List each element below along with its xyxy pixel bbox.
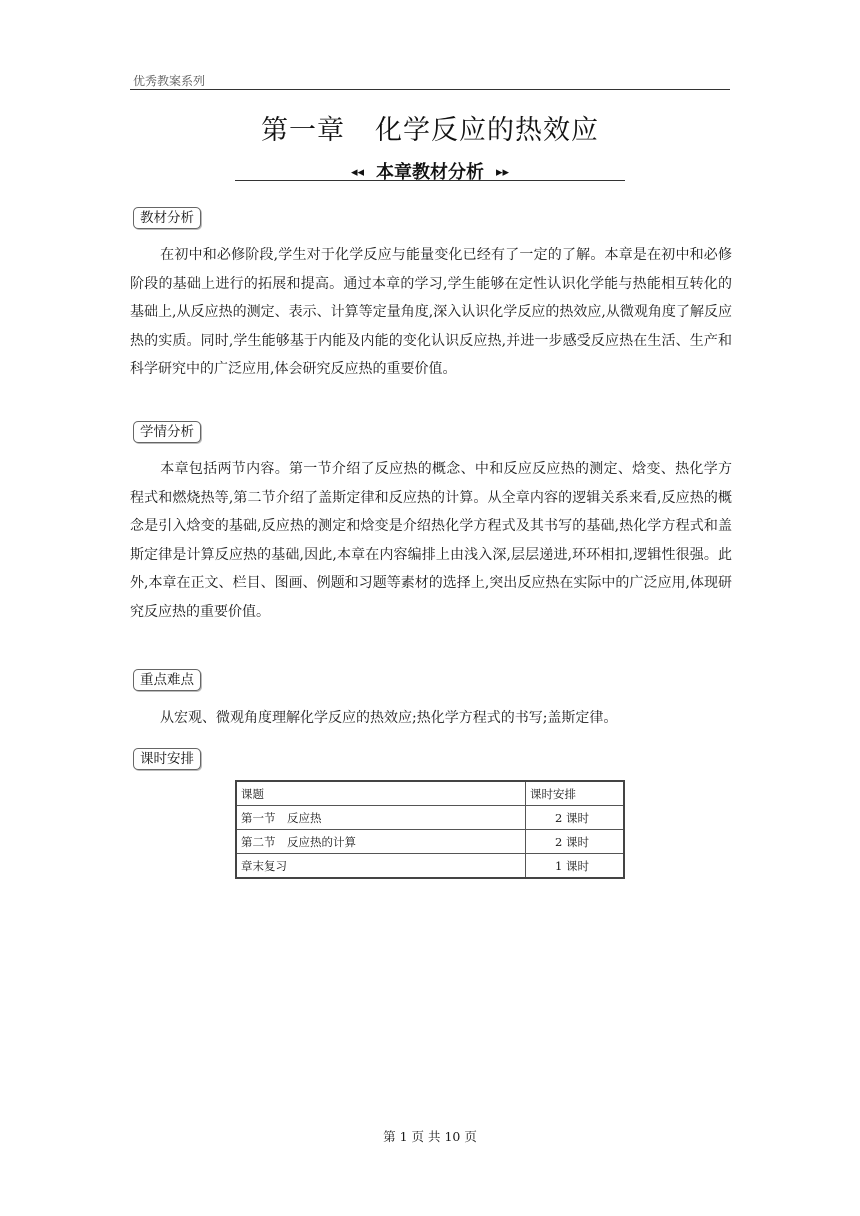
section-paragraph-textbook-analysis xyxy=(130,241,732,384)
header-series: 优秀教案系列 xyxy=(133,74,206,88)
section-tag-textbook-analysis: 教材分析 xyxy=(133,207,201,229)
double-right-arrow-icon: ▸▸ xyxy=(496,165,510,180)
paragraph-text: 从宏观、微观角度理解化学反应的热效应;热化学方程式的书写;盖斯定律。 xyxy=(160,710,618,726)
section-tag-student-analysis: 学情分析 xyxy=(133,421,201,443)
table-cell-hours: 2 课时 xyxy=(526,806,625,830)
table-row xyxy=(236,854,624,879)
table-cell-topic: 第一节 反应热 xyxy=(236,806,526,830)
section-tag-key-points: 重点难点 xyxy=(133,669,201,691)
table-row xyxy=(236,830,624,854)
page-number: 第 1 页 共 10 页 xyxy=(383,1129,477,1144)
paragraph-text: 本章包括两节内容。第一节介绍了反应热的概念、中和反应反应热的测定、焓变、热化学方程式和燃烧热等,第二节介绍了盖斯定律和反应热的计算。从全章内容的逻辑关系来看,反应热的概念是引入焓变的基础,反应热的测定和焓变是介绍热化学方程式及其书写的基础,热化学方程式和盖斯定律是计算反应热的基础,因此,本章在内容编排上由浅入深,层层递进,环环相扣,逻辑性很强。此外,本章在正文、栏目、图画、例题和习题等素材的选择上,突出反应热在实际中的广泛应用,体现研究反应热的重要价值。 xyxy=(130,461,732,620)
header-divider xyxy=(130,89,730,90)
section-tag-schedule: 课时安排 xyxy=(133,748,201,770)
table-header-row xyxy=(236,781,624,806)
table-cell-topic: 第二节 反应热的计算 xyxy=(236,830,526,854)
chapter-title xyxy=(0,108,860,147)
table-header-topic: 课题 xyxy=(236,781,526,806)
paragraph-text: 在初中和必修阶段,学生对于化学反应与能量变化已经有了一定的了解。本章是在初中和必修阶段的基础上进行的拓展和提高。通过本章的学习,学生能够在定性认识化学能与热能相互转化的基础上,从反应热的测定、表示、计算等定量角度,深入认识化学反应的热效应,从微观角度了解反应热的实质。同时,学生能够基于内能及内能的变化认识反应热,并进一步感受反应热在生活、生产和科学研究中的广泛应用,体会研究反应热的重要价值。 xyxy=(130,247,732,377)
table-header-hours: 课时安排 xyxy=(526,781,625,806)
table-cell-hours: 1 课时 xyxy=(526,854,625,879)
table-cell-hours: 2 课时 xyxy=(526,830,625,854)
chapter-number: 第一章 xyxy=(261,115,345,146)
double-left-arrow-icon: ◂◂ xyxy=(350,165,364,180)
subtitle-divider xyxy=(235,180,625,181)
section-paragraph-key-points xyxy=(130,704,732,733)
subtitle-text: 本章教材分析 xyxy=(376,162,484,183)
table-row xyxy=(236,806,624,830)
section-paragraph-student-analysis xyxy=(130,455,732,626)
table-cell-topic: 章末复习 xyxy=(236,854,526,879)
schedule-table xyxy=(235,780,625,879)
chapter-name: 化学反应的热效应 xyxy=(375,115,599,146)
